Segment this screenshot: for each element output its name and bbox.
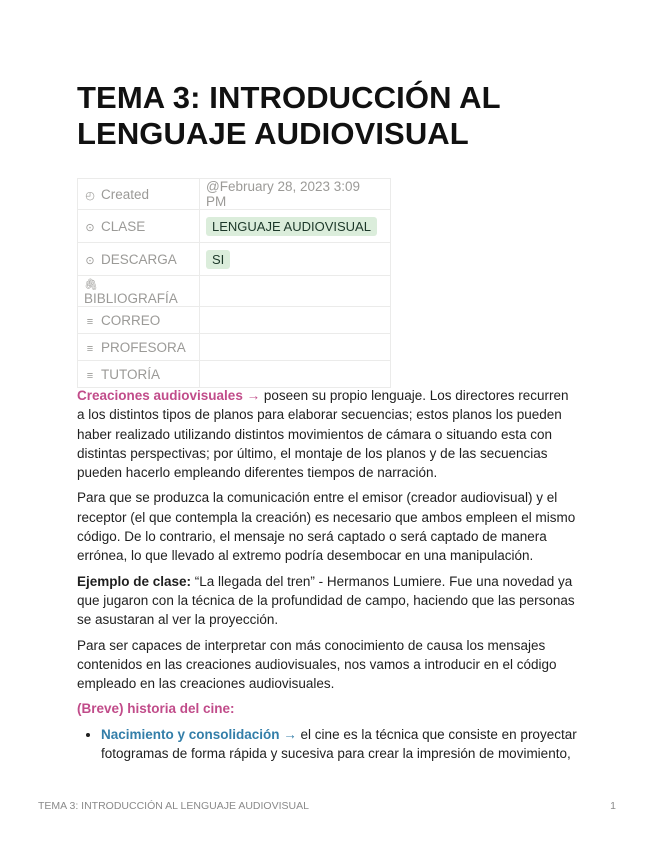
property-row [78,210,391,243]
property-label: TUTORÍA [101,366,161,382]
section-heading: (Breve) historia del cine: [77,701,235,717]
select-icon: ⊙ [85,221,95,234]
property-label: DESCARGA [101,251,177,267]
property-tag: SI [206,250,230,269]
property-row [78,179,391,210]
property-row [78,361,391,388]
paragraph-creaciones [77,386,577,482]
page-number: 1 [610,800,616,812]
property-value[interactable] [200,210,391,243]
paragraph-text: poseen su propio lenguaje. Los directores recurren a los distintos tipos de planos para elaborar secuencias; estos planos los pueden haber realizado utilizando distintos movimientos de cámara o situando esta con distintas perspectivas; por último, el montaje de los planos y de las secuencias pueden hacerlo empleando diferentes tiempos de narración. [77,388,569,481]
page-title: TEMA 3: INTRODUCCIÓN AL LENGUAJE AUDIOVISUAL [77,80,501,151]
ejemplo-label: Ejemplo de clase: [77,573,192,589]
text-icon: ≡ [86,342,94,355]
bullet-list [77,725,577,764]
properties-table [77,178,391,388]
paragraph-text: “La llegada del tren” - Hermanos Lumiere. Fue una novedad ya que jugaron con la técnica de la profundidad de campo, haciendo que las personas se asustaran al ver la proyección. [77,573,575,628]
select-icon: ⊙ [85,254,95,267]
paperclip-icon: 🖇 [84,279,98,291]
highlight-nacimiento: Nacimiento y consolidación → [101,726,297,742]
property-label: CORREO [101,312,161,328]
property-key [78,334,200,361]
property-row [78,307,391,334]
clock-icon: ◴ [85,189,95,202]
footer-title: TEMA 3: INTRODUCCIÓN AL LENGUAJE AUDIOVISUAL [38,800,309,812]
property-value[interactable] [200,243,391,276]
property-value[interactable] [200,361,391,388]
property-value[interactable] [200,276,391,307]
paragraph-comunicacion: Para que se produzca la comunicación entre el emisor (creador audiovisual) y el receptor (el que contempla la creación) es necesario que ambos empleen el mismo código. De lo contrario, el mensaje no será captado o será captado de manera errónea, lo que llevado al extremo podría desembocar en una manipulación. [77,490,576,564]
property-key [78,361,200,388]
list-item-text: el cine es la técnica que consiste en proyectar fotogramas de forma rápida y sucesiva para crear la impresión de movimiento, [101,726,577,762]
property-key [78,210,200,243]
paragraph-ejemplo [77,572,577,630]
paragraph-interpretar: Para ser capaces de interpretar con más conocimiento de causa los mensajes contenidos en las creaciones audiovisuales, nos vamos a introducir en el código empleado en las creaciones audiovisuales. [77,637,557,692]
property-label: Created [101,186,150,202]
property-row [78,243,391,276]
property-tag: LENGUAJE AUDIOVISUAL [206,217,377,236]
property-row [78,334,391,361]
property-value-text: @February 28, 2023 3:09 PM [206,179,361,209]
property-label: CLASE [101,218,146,234]
document-body [77,386,577,763]
property-value[interactable] [200,334,391,361]
text-icon: ≡ [86,315,94,328]
highlight-creaciones: Creaciones audiovisuales → [77,388,261,403]
property-value[interactable] [200,307,391,334]
property-value[interactable] [200,179,391,210]
list-item [101,725,577,764]
property-key [78,307,200,334]
property-row [78,276,391,307]
property-key [78,179,200,210]
property-key [78,276,200,307]
property-key [78,243,200,276]
property-label: BIBLIOGRAFÍA [84,291,178,306]
property-label: PROFESORA [101,339,186,355]
text-icon: ≡ [86,369,94,382]
